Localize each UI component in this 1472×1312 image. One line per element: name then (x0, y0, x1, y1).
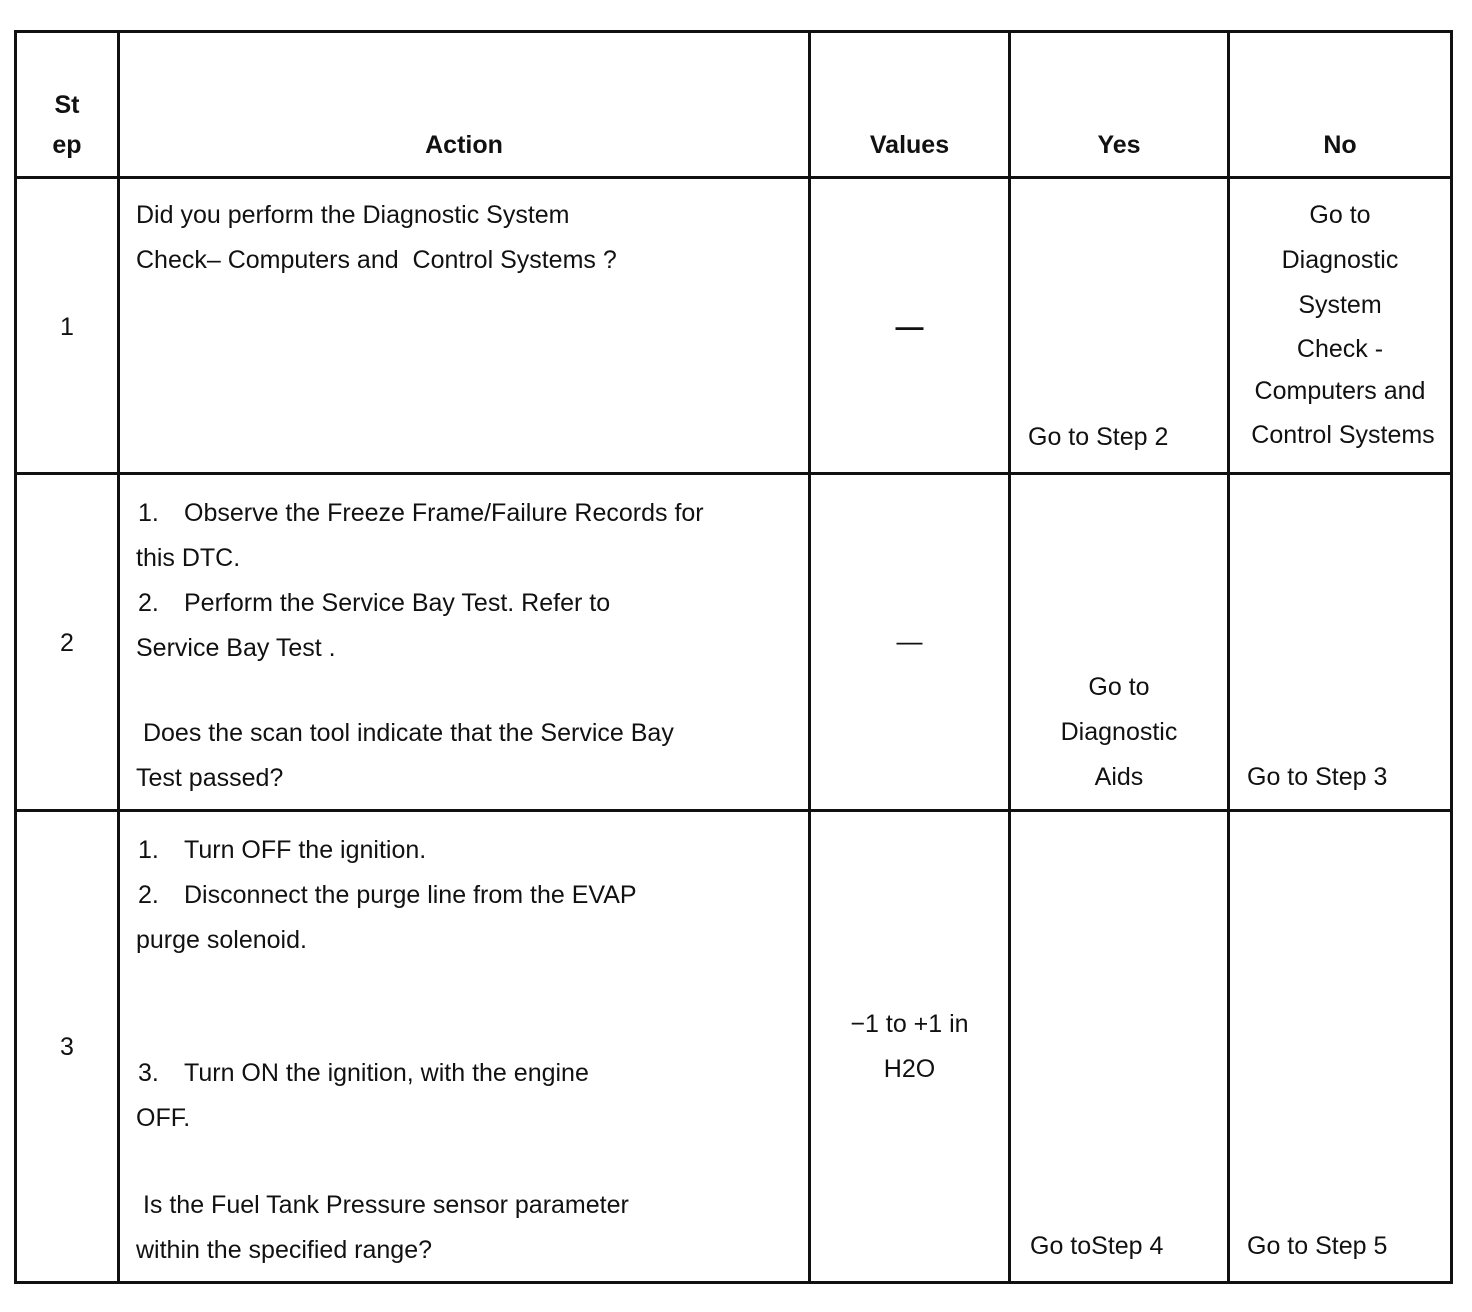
action-cell (119, 474, 810, 811)
action-step-number: 2. (138, 589, 159, 617)
values-cell (810, 178, 1010, 474)
action-step-text: Turn ON the ignition, with the engine (184, 1059, 589, 1087)
action-question: Does the scan tool indicate that the Service Bay (136, 719, 674, 747)
values-cell (810, 811, 1010, 1283)
header-values-label: Values (869, 131, 950, 159)
no-cell (1229, 811, 1452, 1283)
no-link-line: Control Systems (1251, 421, 1435, 449)
step-number: 1 (60, 313, 74, 341)
header-yes-label: Yes (1097, 131, 1141, 159)
step-cell (16, 178, 119, 474)
yes-cell (1010, 474, 1229, 811)
diagnostic-table (14, 30, 1453, 1284)
action-step-number: 1. (138, 836, 159, 864)
header-action (119, 32, 810, 178)
action-text: purge solenoid. (136, 926, 307, 954)
header-action-label: Action (425, 131, 503, 159)
header-values (810, 32, 1010, 178)
action-question: within the specified range? (136, 1236, 433, 1264)
action-cell (119, 178, 810, 474)
step-number: 2 (60, 629, 74, 657)
action-step-text: Turn OFF the ignition. (184, 836, 427, 864)
table-header-row (16, 32, 1452, 178)
header-step-line1: St (54, 91, 80, 119)
yes-cell (1010, 178, 1229, 474)
action-step (136, 828, 792, 873)
no-link-line: Check - (1296, 335, 1384, 363)
header-no (1229, 32, 1452, 178)
yes-link-line: Go to (1088, 673, 1150, 701)
value-dash: — (895, 311, 924, 342)
yes-link[interactable] (1011, 665, 1227, 800)
value-dash: — (896, 626, 923, 656)
yes-link[interactable]: Go to Step 2 (1028, 423, 1169, 451)
yes-link-line: Aids (1094, 763, 1144, 791)
diagnostic-page (14, 30, 1452, 1288)
step-cell (16, 811, 119, 1283)
no-link[interactable] (1230, 193, 1450, 458)
action-cell (119, 811, 810, 1283)
action-text: OFF. (136, 1104, 191, 1132)
action-step (136, 491, 792, 536)
action-step (136, 1051, 792, 1096)
action-text: Did you perform the Diagnostic System (136, 201, 570, 229)
no-link-line: Computers and (1254, 377, 1426, 405)
action-step-text: Disconnect the purge line from the EVAP (184, 881, 637, 909)
no-cell (1229, 474, 1452, 811)
action-step (136, 581, 792, 626)
action-text: Service Bay Test . (136, 634, 336, 662)
action-step-text: Observe the Freeze Frame/Failure Records for (184, 499, 704, 527)
header-step (16, 32, 119, 178)
table-row (16, 474, 1452, 811)
action-step-text: Perform the Service Bay Test. Refer to (184, 589, 611, 617)
no-link[interactable]: Go to Step 3 (1247, 763, 1388, 791)
step-number: 3 (60, 1033, 74, 1061)
table-row (16, 178, 1452, 474)
action-text: this DTC. (136, 544, 241, 572)
no-link-line: Diagnostic (1281, 246, 1399, 274)
no-cell (1229, 178, 1452, 474)
value-range-line: −1 to +1 in (850, 1010, 969, 1038)
yes-link[interactable]: Go toStep 4 (1030, 1232, 1164, 1260)
yes-link-line: Diagnostic (1060, 718, 1178, 746)
table-row (16, 811, 1452, 1283)
action-step-number: 1. (138, 499, 159, 527)
header-yes (1010, 32, 1229, 178)
action-step-number: 2. (138, 881, 159, 909)
value-range (811, 1002, 1008, 1092)
header-step-line2: ep (52, 131, 82, 159)
no-link[interactable]: Go to Step 5 (1247, 1232, 1388, 1260)
values-cell (810, 474, 1010, 811)
value-range-line: H2O (883, 1055, 936, 1083)
action-step (136, 873, 792, 918)
yes-cell (1010, 811, 1229, 1283)
step-cell (16, 474, 119, 811)
action-step-number: 3. (138, 1059, 159, 1087)
action-text: Check– Computers and Control Systems ? (136, 246, 617, 274)
no-link-line: Go to (1309, 201, 1371, 229)
action-question: Is the Fuel Tank Pressure sensor parameter (136, 1191, 629, 1219)
action-question: Test passed? (136, 764, 284, 792)
header-no-label: No (1323, 131, 1357, 159)
no-link-line: System (1298, 291, 1382, 319)
